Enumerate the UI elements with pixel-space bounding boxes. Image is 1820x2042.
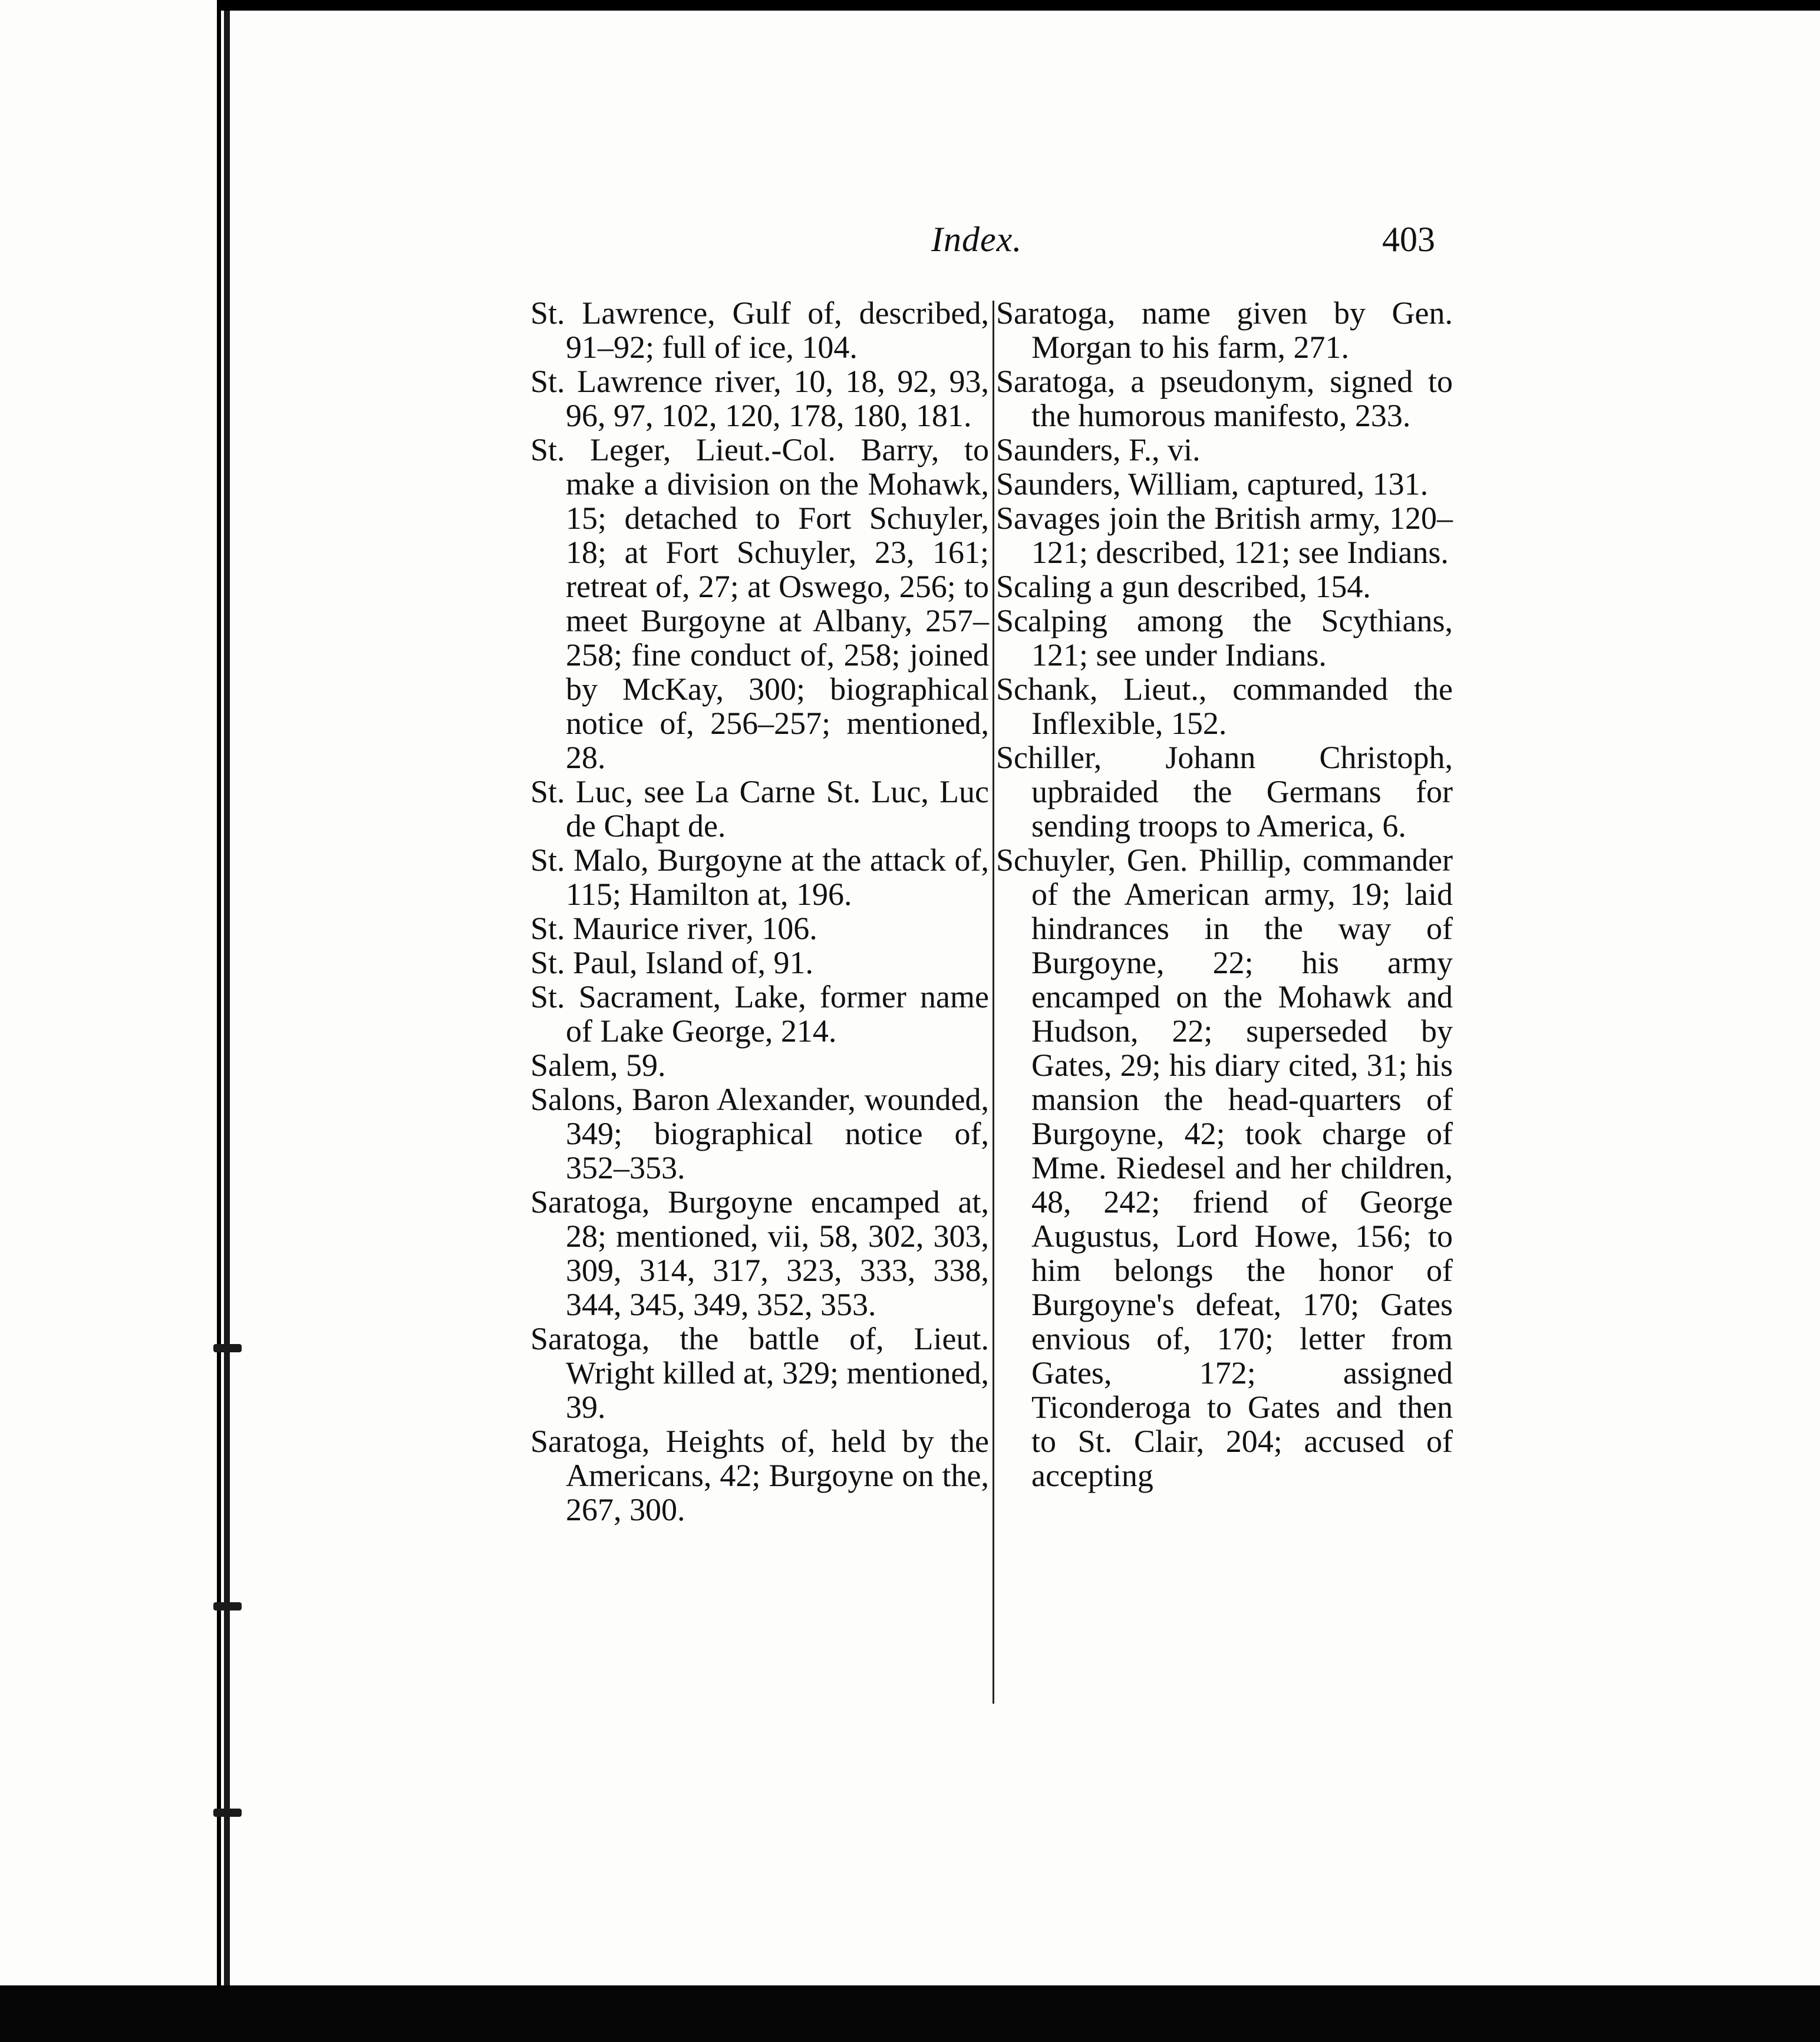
column-divider (993, 301, 994, 1704)
index-entry: St. Sacrament, Lake, former name of Lake George, 214. (530, 979, 989, 1049)
index-entry: Saratoga, a pseudonym, signed to the humorous manifesto, 233. (996, 364, 1453, 433)
index-entry: St. Maurice river, 106. (530, 911, 817, 946)
index-entry: Saratoga, Burgoyne encamped at, 28; mentioned, vii, 58, 302, 303, 309, 314, 317, 323, 333, 338, 344, 345, 349, 352, 353. (530, 1184, 989, 1322)
index-entry: Schuyler, Gen. Phillip, commander of the American army, 19; laid hindrances in the way of Burgoyne, 22; his army encamped on the Mohawk and Hudson, 22; superseded by Gates, 29; his diary cited, 31; his mansion the head-quarters of Burgoyne, 42; took charge of Mme. Riedesel and her children, 48, 242; friend of George Augustus, Lord Howe, 156; to him belongs the honor of Burgoyne's defeat, 170; Gates envious of, 170; letter from Gates, 172; assigned Ticonderoga to Gates and then to St. Clair, 204; accused of accepting (996, 842, 1453, 1493)
binding-stitch-mark (213, 1809, 242, 1817)
index-entry: St. Paul, Island of, 91. (530, 945, 813, 980)
index-column-right (996, 296, 1453, 1493)
index-entry: Schiller, Johann Christoph, upbraided the Germans for sending troops to America, 6. (996, 740, 1453, 844)
index-entry: Savages join the British army, 120–121; described, 121; see Indians. (996, 500, 1453, 570)
running-head: Index. (931, 220, 1023, 259)
index-entry: Salons, Baron Alexander, wounded, 349; biographical notice of, 352–353. (530, 1082, 989, 1185)
scan-top-border (0, 0, 1820, 11)
index-entry: Schank, Lieut., commanded the Inflexible, 152. (996, 671, 1453, 741)
facing-page-edge (0, 0, 217, 1985)
index-entry: Scaling a gun described, 154. (996, 569, 1371, 604)
index-entry: Saratoga, the battle of, Lieut. Wright killed at, 329; mentioned, 39. (530, 1321, 989, 1425)
index-entry: Saunders, F., vi. (996, 432, 1201, 467)
index-entry: Saratoga, Heights of, held by the Americans, 42; Burgoyne on the, 267, 300. (530, 1424, 989, 1527)
index-entry: Saratoga, name given by Gen. Morgan to his farm, 271. (996, 295, 1453, 365)
index-entry: St. Lawrence, Gulf of, described, 91–92; full of ice, 104. (530, 295, 989, 365)
binding-stitch-mark (213, 1602, 242, 1610)
index-entry: St. Malo, Burgoyne at the attack of, 115; Hamilton at, 196. (530, 842, 989, 912)
index-entry: Salem, 59. (530, 1048, 666, 1083)
index-entry: Scalping among the Scythians, 121; see under Indians. (996, 603, 1453, 673)
index-entry: St. Leger, Lieut.-Col. Barry, to make a division on the Mohawk, 15; detached to Fort Schuyler, 18; at Fort Schuyler, 23, 161; retreat of, 27; at Oswego, 256; to meet Burgoyne at Albany, 257–258; fine conduct of, 258; joined by McKay, 300; biographical notice of, 256–257; mentioned, 28. (530, 432, 989, 775)
index-column-left (530, 296, 989, 1527)
binding-line (224, 11, 230, 1985)
scan-bottom-border (0, 1985, 1820, 2042)
index-entry: St. Luc, see La Carne St. Luc, Luc de Chapt de. (530, 774, 989, 844)
index-entry: Saunders, William, captured, 131. (996, 466, 1429, 502)
index-entry: St. Lawrence river, 10, 18, 92, 93, 96, 97, 102, 120, 178, 180, 181. (530, 364, 989, 433)
binding-stitch-mark (213, 1344, 242, 1352)
page-number: 403 (1382, 220, 1435, 259)
